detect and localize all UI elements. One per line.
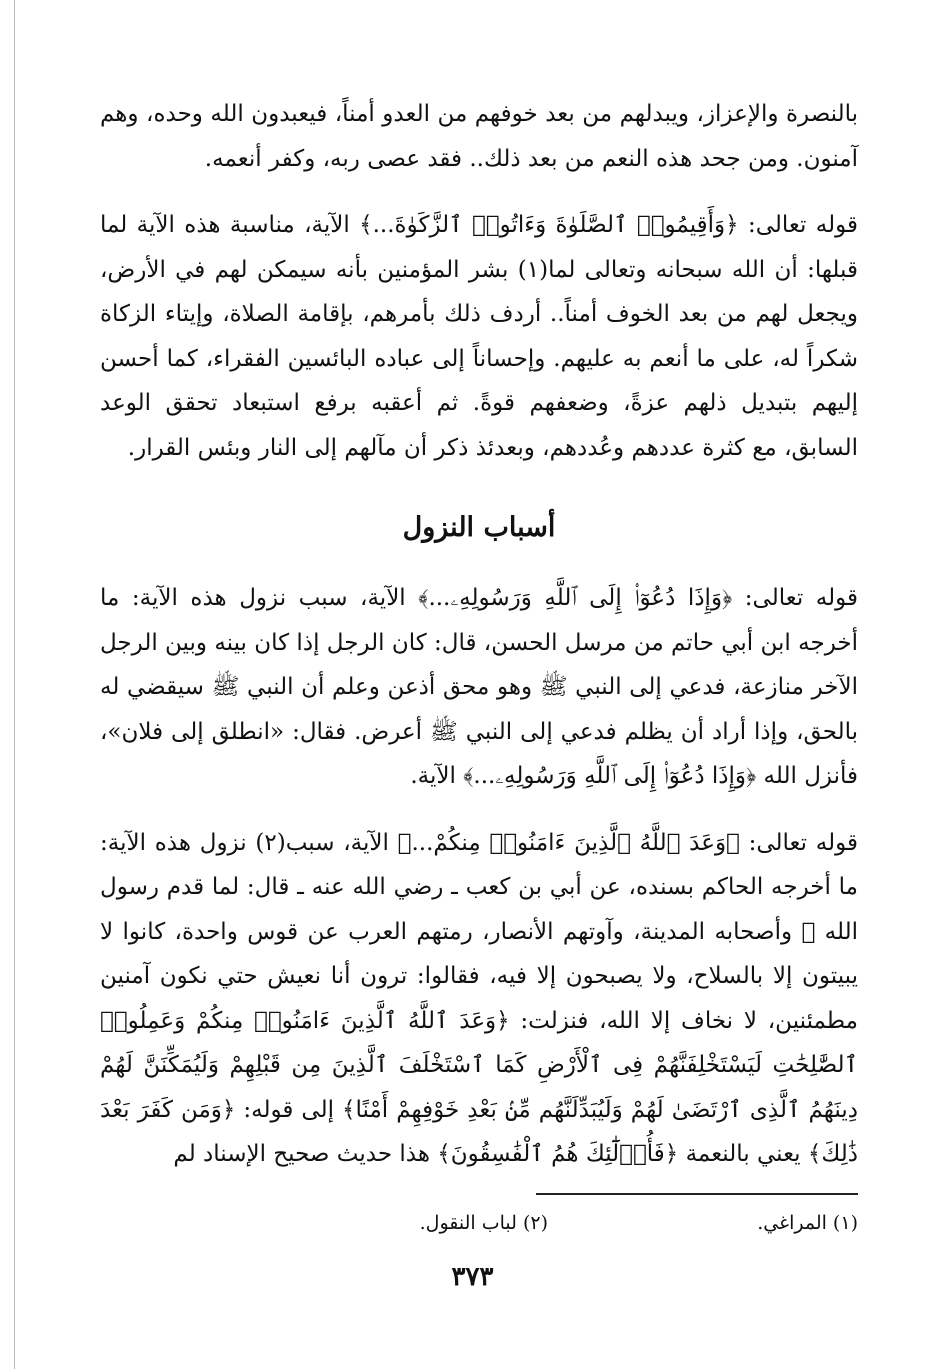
page-number: ٣٧٣ (451, 1262, 494, 1292)
page-edge-rule (14, 0, 15, 1369)
paragraph-2: قوله تعالى: ﴿وَأَقِيمُوا۟ ٱلصَّلَوٰةَ وَءَاتُوا۟ ٱلزَّكَوٰةَ...﴾ الآية، مناسبة هذه الآية لما قبلها: أن الله سبحانه وتعالى لما(١) بشر المؤمنين بأنه سيمكن لهم في الأرض، ويجعل لهم من بعد الخوف أمناً.. أردف ذلك بأمرهم، بإقامة الصلاة، وإيتاء الزكاة شكراً له، على ما أنعم به عليهم. وإحساناً إلى عباده البائسين الفقراء، كما أحسن إليهم بتبديل ذلهم عزةً، وضعفهم قوةً. ثم أعقبه برفع استبعاد تحقق الوعد السابق، مع كثرة عددهم وعُددهم، وبعدئذ ذكر أن مآلهم إلى النار وبئس القرار. (100, 212, 858, 461)
section-heading: أسباب النزول (402, 512, 556, 543)
footnote-separator (536, 1193, 858, 1195)
paragraph-3: قوله تعالى: ﴿وَإِذَا دُعُوٓا۟ إِلَى ٱللَّهِ وَرَسُولِهِۦ...﴾ الآية، سبب نزول هذه الآية: ما أخرجه ابن أبي حاتم من مرسل الحسن، قال: كان الرجل إذا كان بينه وبين الرجل الآخر منازعة، فدعي إلى النبي ﷺ وهو محق أذعن وعلم أن النبي ﷺ سيقضي له بالحق، وإذا أراد أن يظلم فدعي إلى النبي ﷺ أعرض. فقال: «انطلق إلى فلان»، فأنزل الله ﴿وَإِذَا دُعُوٓا۟ إِلَى ٱللَّهِ وَرَسُولِهِۦ...﴾ الآية. (100, 585, 858, 789)
footnote-1: (١) المراغي. (757, 1212, 858, 1234)
footnote-2: (٢) لباب النقول. (419, 1212, 548, 1234)
paragraph-1: بالنصرة والإعزاز، ويبدلهم من بعد خوفهم من العدو أمناً، فيعبدون الله وحده، وهم آمنون. ومن جحد هذه النعم من بعد ذلك.. فقد عصى ربه، وكفر أنعمه. (100, 101, 858, 172)
page-body (100, 92, 858, 1177)
paragraph-4: قوله تعالى: ﴿وَعَدَ ٱللَّهُ ٱلَّذِينَ ءَامَنُوا۟ مِنكُمْ...﴾ الآية، سبب(٢) نزول هذه الآية: ما أخرجه الحاكم بسنده، عن أبي بن كعب ـ رضي الله عنه ـ قال: لما قدم رسول الله ﷺ وأصحابه المدينة، وآوتهم الأنصار، رمتهم العرب عن قوس واحدة، كانوا لا يبيتون إلا بالسلاح، ولا يصبحون إلا فيه، فقالوا: ترون أنا نعيش حتي نكون آمنين مطمئنين، لا نخاف إلا الله، فنزلت: ﴿وَعَدَ ٱللَّهُ ٱلَّذِينَ ءَامَنُوا۟ مِنكُمْ وَعَمِلُوا۟ ٱلصَّٰلِحَٰتِ لَيَسْتَخْلِفَنَّهُمْ فِى ٱلْأَرْضِ كَمَا ٱسْتَخْلَفَ ٱلَّذِينَ مِن قَبْلِهِمْ وَلَيُمَكِّنَنَّ لَهُمْ دِينَهُمُ ٱلَّذِى ٱرْتَضَىٰ لَهُمْ وَلَيُبَدِّلَنَّهُم مِّنۢ بَعْدِ خَوْفِهِمْ أَمْنًا﴾ إلى قوله: ﴿وَمَن كَفَرَ بَعْدَ ذَٰلِكَ﴾ يعني بالنعمة ﴿فَأُو۟لَٰٓئِكَ هُمُ ٱلْفَٰسِقُونَ﴾ هذا حديث صحيح الإسناد لم (100, 829, 859, 1167)
